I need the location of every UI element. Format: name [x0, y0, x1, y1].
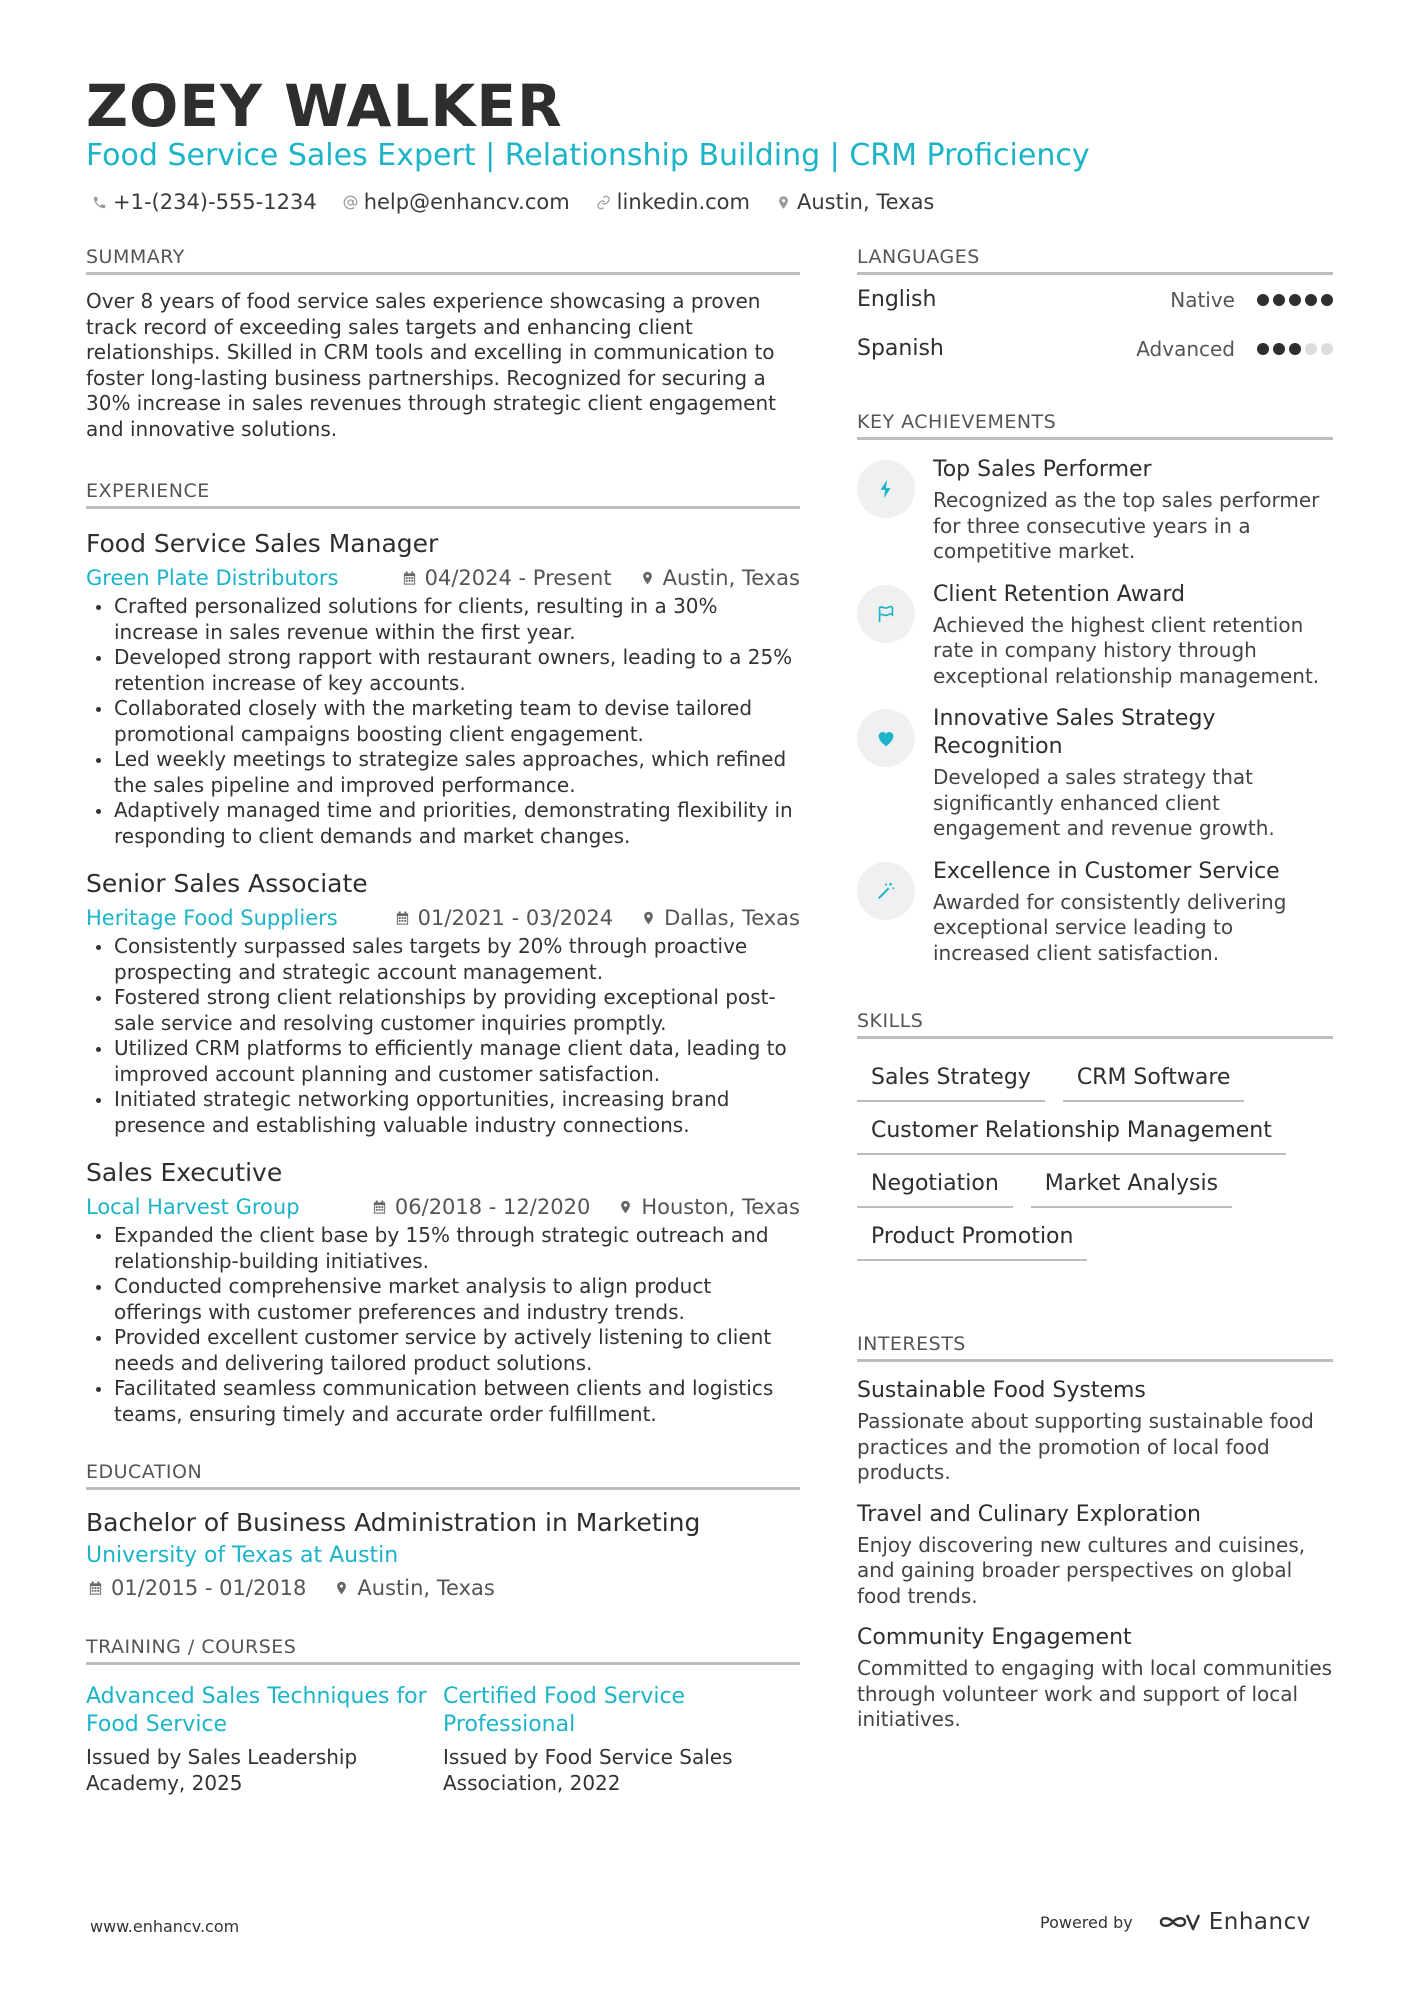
rating-dot: [1321, 294, 1333, 306]
skill-tag: Negotiation: [857, 1163, 1013, 1208]
job-dates: [372, 1195, 590, 1219]
contact-linkedin[interactable]: [596, 190, 750, 214]
languages-section: [857, 246, 1333, 373]
bullet-item: Initiated strategic networking opportunities, increasing brand presence and establishing valuable industry connections.: [86, 1087, 800, 1138]
course-item: [443, 1683, 800, 1796]
rating-dot: [1273, 294, 1285, 306]
education-section: [86, 1461, 800, 1600]
powered-by-text: Powered by: [1040, 1912, 1133, 1932]
location-text: Austin, Texas: [662, 566, 800, 590]
skill-tag: CRM Software: [1063, 1057, 1245, 1102]
job-meta: [86, 1195, 800, 1219]
job-dates: [395, 906, 613, 930]
bullet-item: Developed strong rapport with restaurant owners, leading to a 25% retention increase of key accounts.: [86, 645, 800, 696]
course-title: Certified Food Service Professional: [443, 1684, 686, 1737]
skill-tag: Market Analysis: [1031, 1163, 1232, 1208]
education-meta: [86, 1576, 800, 1600]
location-text: Austin, Texas: [357, 1576, 495, 1600]
job-entry: [86, 529, 800, 849]
education-dates: [88, 1576, 306, 1600]
achievement-title: Innovative Sales Strategy Recognition: [933, 706, 1216, 759]
company-name: Green Plate Distributors: [86, 566, 339, 590]
achievements-section: [857, 411, 1333, 966]
contact-phone[interactable]: [92, 190, 317, 214]
flag-icon: [857, 585, 915, 643]
bullet-item: Consistently surpassed sales targets by 20% through proactive prospecting and strategic account management.: [86, 934, 800, 985]
location-icon: [641, 910, 656, 926]
bullet-item: Utilized CRM platforms to efficiently manage client data, leading to improved account planning and customer satisfaction.: [86, 1036, 800, 1087]
achievement-title: Client Retention Award: [933, 581, 1186, 607]
course-issuer: Issued by Food Service Sales Association, 2022: [443, 1745, 733, 1795]
language-item: [857, 324, 1333, 373]
brand-logo[interactable]: [1157, 1909, 1311, 1935]
rating-dot: [1289, 294, 1301, 306]
interest-item: [857, 1625, 1333, 1733]
job-title: Food Service Sales Manager: [86, 529, 439, 558]
skill-tag: Customer Relationship Management: [857, 1110, 1286, 1155]
summary-text: Over 8 years of food service sales experience showcasing a proven track record of exceeding sales targets and enhancing client relationships. Skilled in CRM tools and excelling in communication to foster long-lasting business partnerships. Recognized for securing a 30% increase in sales revenues through strategic client engagement and innovative solutions.: [86, 289, 776, 441]
education-heading: EDUCATION: [86, 1461, 800, 1490]
location-icon: [776, 195, 791, 210]
magic-wand-icon: [857, 862, 915, 920]
job-location: [641, 906, 800, 930]
bullet-item: Fostered strong client relationships by providing exceptional post-sale service and resolving customer inquiries promptly.: [86, 985, 800, 1036]
summary-heading: SUMMARY: [86, 246, 800, 275]
rating-dot: [1305, 294, 1317, 306]
location-text: Houston, Texas: [641, 1195, 800, 1219]
summary-section: [86, 246, 800, 442]
left-column: [86, 246, 800, 1796]
footer-branding: [1040, 1909, 1311, 1935]
dates-text: 01/2021 - 03/2024: [417, 906, 614, 930]
school-name: University of Texas at Austin: [86, 1543, 399, 1568]
bullet-item: Expanded the client base by 15% through strategic outreach and relationship-building initiatives.: [86, 1223, 800, 1274]
bullet-item: Conducted comprehensive market analysis to align product offerings with customer preferences and industry trends.: [86, 1274, 800, 1325]
rating-dot: [1289, 343, 1301, 355]
at-icon: [343, 195, 358, 210]
dates-text: 06/2018 - 12/2020: [394, 1195, 591, 1219]
contact-bar: [92, 190, 960, 214]
course-issuer: Issued by Sales Leadership Academy, 2025: [86, 1745, 358, 1795]
job-bullets: [86, 1223, 800, 1427]
interest-desc: Enjoy discovering new cultures and cuisines, and gaining broader perspectives on global food trends.: [857, 1532, 1306, 1608]
achievement-desc: Awarded for consistently delivering exceptional service leading to increased client satisfaction.: [933, 889, 1287, 965]
job-title: Senior Sales Associate: [86, 869, 368, 898]
location-text: Dallas, Texas: [664, 906, 800, 930]
rating-dot: [1321, 343, 1333, 355]
job-bullets: [86, 934, 800, 1138]
job-bullets: [86, 594, 800, 849]
interest-title: Sustainable Food Systems: [857, 1378, 1146, 1403]
enhancv-logo-icon: [1157, 1910, 1201, 1934]
rating-dot: [1273, 343, 1285, 355]
phone-text: +1-(234)-555-1234: [113, 190, 317, 214]
footer-website[interactable]: www.enhancv.com: [90, 1917, 240, 1936]
job-dates: [402, 566, 612, 590]
languages-heading: LANGUAGES: [857, 246, 1333, 275]
bullet-item: Adaptively managed time and priorities, demonstrating flexibility in responding to client demands and market changes.: [86, 798, 800, 849]
lightning-icon: [857, 460, 915, 518]
contact-email[interactable]: [343, 190, 570, 214]
dates-text: 01/2015 - 01/2018: [111, 1576, 307, 1600]
right-column: [857, 246, 1333, 1733]
contact-location: [776, 190, 934, 214]
interest-title: Travel and Culinary Exploration: [857, 1501, 1201, 1527]
calendar-icon: [395, 910, 410, 926]
language-rating: [1253, 294, 1333, 306]
achievement-desc: Achieved the highest client retention rate in company history through exceptional relationship management.: [933, 612, 1320, 688]
skills-heading: SKILLS: [857, 1010, 1333, 1039]
skills-section: [857, 1010, 1333, 1261]
dates-text: 04/2024 - Present: [424, 566, 612, 590]
rating-dot: [1257, 343, 1269, 355]
job-title: Sales Executive: [86, 1158, 283, 1187]
job-location: [640, 566, 800, 590]
language-level: Native: [1170, 287, 1235, 312]
heart-icon: [857, 709, 915, 767]
language-level: Advanced: [1136, 336, 1235, 361]
language-name: English: [857, 287, 937, 312]
interests-heading: INTERESTS: [857, 1333, 1333, 1362]
phone-icon: [92, 195, 107, 210]
education-location: [334, 1576, 494, 1600]
calendar-icon: [88, 1580, 103, 1596]
interest-item: [857, 1502, 1333, 1610]
interest-item: [857, 1378, 1333, 1486]
skill-tag: Sales Strategy: [857, 1057, 1045, 1102]
degree-title: Bachelor of Business Administration in Marketing: [86, 1508, 701, 1537]
job-meta: [86, 566, 800, 590]
achievement-desc: Developed a sales strategy that significantly enhanced client engagement and revenue growth.: [933, 765, 1275, 840]
achievement-item: [857, 705, 1333, 842]
job-meta: [86, 906, 800, 930]
company-name: Heritage Food Suppliers: [86, 906, 338, 930]
bullet-item: Collaborated closely with the marketing team to devise tailored promotional campaigns boosting client engagement.: [86, 696, 800, 747]
interest-desc: Committed to engaging with local communities through volunteer work and support of local initiatives.: [857, 1656, 1333, 1731]
skill-list: [857, 1049, 1337, 1261]
achievements-heading: KEY ACHIEVEMENTS: [857, 411, 1333, 440]
linkedin-text: linkedin.com: [616, 190, 750, 214]
achievement-desc: Recognized as the top sales performer for three consecutive years in a competitive market.: [933, 488, 1320, 563]
bullet-item: Led weekly meetings to strategize sales approaches, which refined the sales pipeline and improved performance.: [86, 747, 800, 798]
location-icon: [618, 1199, 633, 1215]
course-title: Advanced Sales Techniques for Food Service: [86, 1684, 427, 1737]
course-list: [86, 1683, 800, 1796]
link-icon: [596, 195, 611, 210]
interest-desc: Passionate about supporting sustainable food practices and the promotion of local food products.: [857, 1409, 1314, 1484]
location-icon: [640, 570, 655, 586]
training-section: [86, 1636, 800, 1796]
rating-dot: [1305, 343, 1317, 355]
language-item: [857, 275, 1333, 324]
interests-section: [857, 1333, 1333, 1733]
email-text: help@enhancv.com: [363, 190, 570, 214]
location-text: Austin, Texas: [796, 190, 935, 214]
bullet-item: Provided excellent customer service by actively listening to client needs and delivering tailored product solutions.: [86, 1325, 800, 1376]
experience-heading: EXPERIENCE: [86, 480, 800, 509]
training-heading: TRAINING / COURSES: [86, 1636, 800, 1665]
language-rating: [1253, 343, 1333, 355]
bullet-item: Facilitated seamless communication between clients and logistics teams, ensuring timely and accurate order fulfillment.: [86, 1376, 800, 1427]
job-location: [618, 1195, 800, 1219]
brand-name: Enhancv: [1208, 1909, 1311, 1935]
achievement-item: [857, 858, 1333, 967]
language-name: Spanish: [857, 336, 944, 361]
experience-section: [86, 480, 800, 1427]
candidate-name: ZOEY WALKER: [86, 72, 563, 140]
company-name: Local Harvest Group: [86, 1195, 300, 1219]
course-item: [86, 1683, 443, 1796]
location-icon: [334, 1580, 349, 1596]
skill-tag: Product Promotion: [857, 1216, 1087, 1261]
achievement-item: [857, 581, 1333, 690]
achievement-title: Excellence in Customer Service: [933, 858, 1280, 884]
rating-dot: [1257, 294, 1269, 306]
job-entry: [86, 1158, 800, 1427]
achievement-item: [857, 456, 1333, 565]
calendar-icon: [372, 1199, 387, 1215]
job-entry: [86, 869, 800, 1138]
calendar-icon: [402, 570, 417, 586]
bullet-item: Crafted personalized solutions for clients, resulting in a 30% increase in sales revenue within the first year.: [86, 594, 800, 645]
headline: Food Service Sales Expert | Relationship Building | CRM Proficiency: [86, 138, 1090, 173]
achievement-title: Top Sales Performer: [933, 457, 1152, 482]
interest-title: Community Engagement: [857, 1625, 1132, 1650]
